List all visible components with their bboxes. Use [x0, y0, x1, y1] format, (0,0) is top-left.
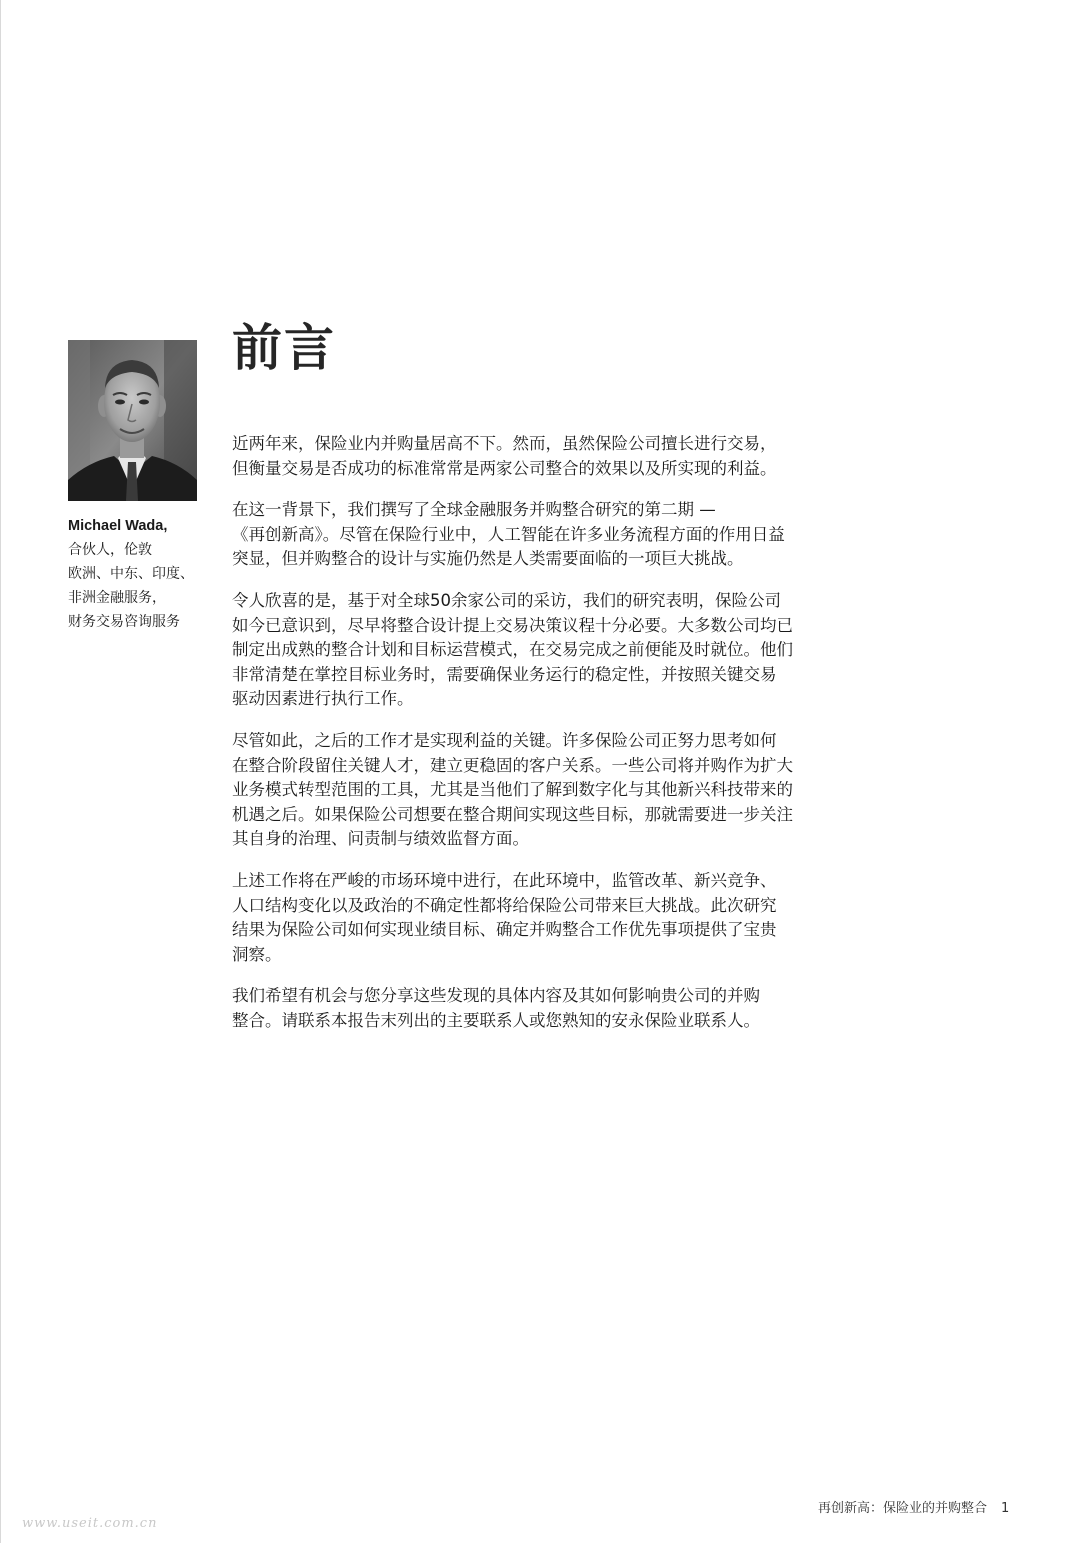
author-practice: 财务交易咨询服务 — [68, 614, 180, 630]
paragraph-5: 上述工作将在严峻的市场环境中进行，在此环境中，监管改革、新兴竞争、 人口结构变化以及政治的不确定性都将给保险公司带来巨大挑战。此次研究 结果为保险公司如何实现业绩目标、确定并购整合工作优先事项提供了宝贵 洞察。 — [232, 870, 777, 964]
footer-page-number: 1 — [1001, 1501, 1010, 1516]
author-region: 欧洲、中东、印度、 — [68, 566, 194, 582]
page-edge-line — [0, 0, 1, 1543]
body-text — [232, 432, 862, 1050]
author-region-continued: 非洲金融服务， — [68, 590, 166, 606]
author-role: 合伙人，伦敦 — [68, 542, 152, 558]
paragraph-3: 令人欣喜的是，基于对全球50余家公司的采访，我们的研究表明，保险公司 如今已意识到，尽早将整合设计提上交易决策议程十分必要。大多数公司均已 制定出成熟的整合计划和目标运营模式，在交易完成之前便能及时就位。他们 非常清楚在掌控目标业务时，需要确保业务运行的稳定性，并按照关键交易 驱动因素进行执行工作。 — [232, 590, 793, 709]
paragraph-1: 近两年来，保险业内并购量居高不下。然而，虽然保险公司擅长进行交易， 但衡量交易是否成功的标准常常是两家公司整合的效果以及所实现的利益。 — [232, 434, 777, 478]
author-portrait-photo — [68, 340, 197, 501]
author-info — [68, 514, 228, 634]
paragraph-6: 我们希望有机会与您分享这些发现的具体内容及其如何影响贵公司的并购 整合。请联系本报告末列出的主要联系人或您熟知的安永保险业联系人。 — [232, 986, 760, 1030]
footer-running-title: 再创新高：保险业的并购整合 — [818, 1501, 988, 1516]
page-footer — [818, 1500, 1009, 1518]
page-title: 前言 — [232, 319, 336, 377]
paragraph-2: 在这一背景下，我们撰写了全球金融服务并购整合研究的第二期 — 《再创新高》。尽管在保险行业中，人工智能在许多业务流程方面的作用日益 突显，但并购整合的设计与实施仍然是人类需要面临的一项巨大挑战。 — [232, 500, 785, 569]
author-name: Michael Wada, — [68, 518, 168, 534]
site-watermark: www.useit.com.cn — [22, 1516, 158, 1531]
paragraph-4: 尽管如此，之后的工作才是实现利益的关键。许多保险公司正努力思考如何 在整合阶段留住关键人才，建立更稳固的客户关系。一些公司将并购作为扩大 业务模式转型范围的工具，尤其是当他们了解到数字化与其他新兴科技带来的 机遇之后。如果保险公司想要在整合期间实现这些目标，那就需要进一步关注 其自身的治理、问责制与绩效监督方面。 — [232, 730, 793, 849]
